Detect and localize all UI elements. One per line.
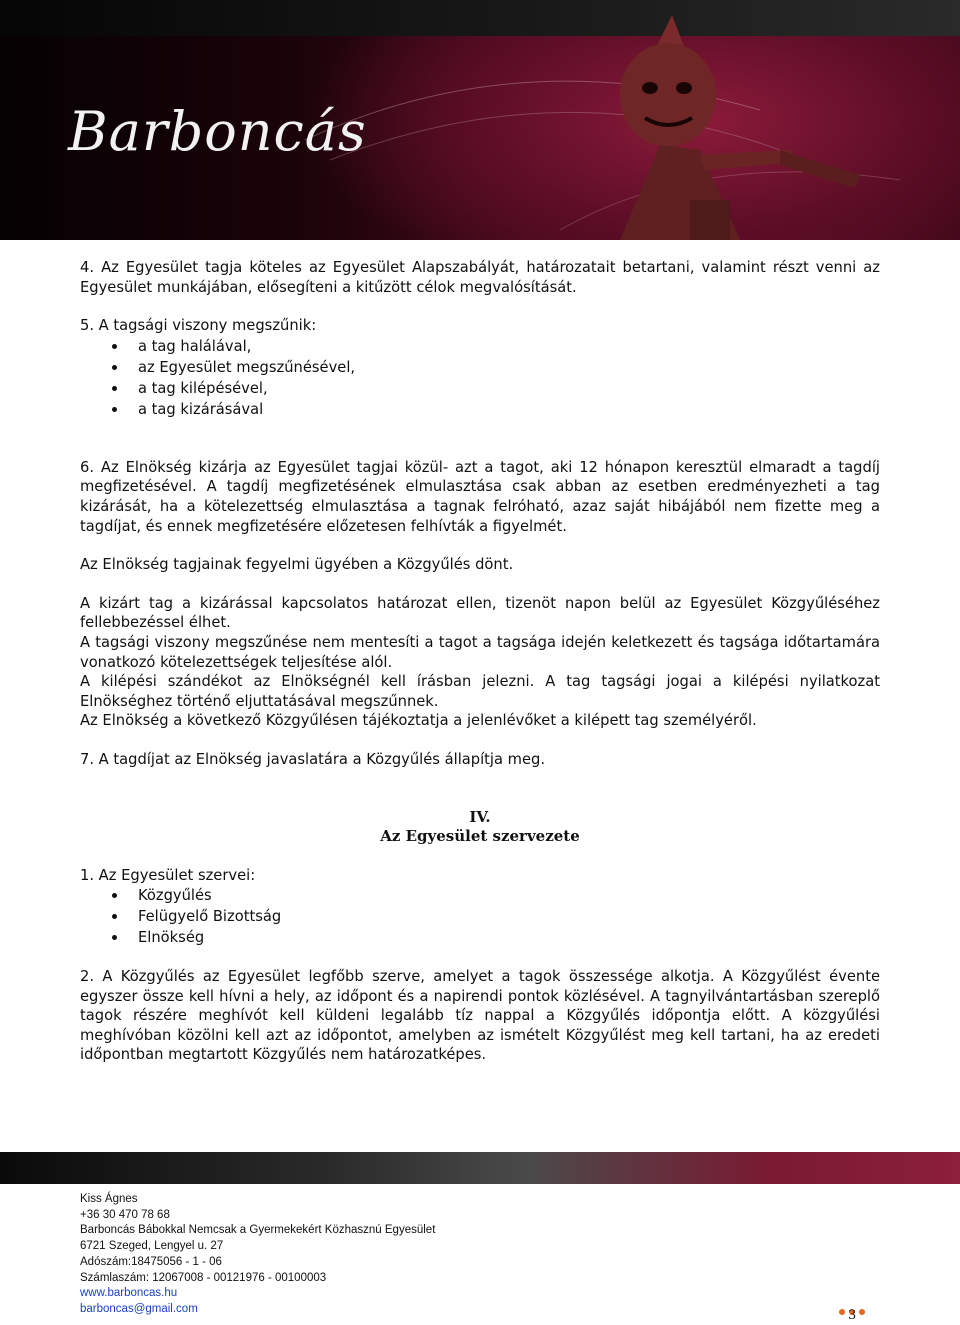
paragraph-4: 4. Az Egyesület tagja köteles az Egyesület Alapszabályát, határozatait betartani, valamint részt venni az Egyesület munkájában, elősegíteni a kitűzött célok megvalósítását.	[80, 259, 880, 296]
list-item: Felügyelő Bizottság	[80, 906, 880, 927]
list-item: a tag kizárásával	[80, 399, 880, 420]
paragraph-7: 7. A tagdíjat az Elnökség javaslatára a Közgyűlés állapítja meg.	[80, 750, 546, 768]
paragraph-exit: A kilépési szándékot az Elnökségnél kell írásban jelezni. A tag tagsági jogai a kilépési nyilatkozat Elnökséghez történő eljuttatásával megszűnnek.	[80, 673, 880, 710]
section-title: Az Egyesület szervezete	[380, 827, 580, 845]
contact-account: Számlaszám: 12067008 - 00121976 - 00100003	[80, 1271, 327, 1284]
email-link[interactable]: barboncas@gmail.com	[80, 1302, 198, 1315]
list-item: a tag halálával,	[80, 336, 880, 357]
section-number: IV.	[469, 807, 491, 826]
organs-intro: 1. Az Egyesület szervei:	[80, 866, 256, 884]
contact-phone: +36 30 470 78 68	[80, 1208, 170, 1221]
organs-list	[80, 885, 880, 948]
list-item: a tag kilépésével,	[80, 378, 880, 399]
contact-block	[80, 1192, 435, 1318]
list-item: az Egyesület megszűnésével,	[80, 357, 880, 378]
document-body	[80, 258, 880, 1065]
contact-name: Kiss Ágnes	[80, 1193, 138, 1205]
paragraph-appeal: A kizárt tag a kizárással kapcsolatos határozat ellen, tizenöt napon belül az Egyesület Közgyűléséhez fellebbezéssel élhet.	[80, 594, 880, 632]
list-item: Elnökség	[80, 927, 880, 948]
page-number: 3	[848, 1308, 857, 1323]
paragraph-discipline: Az Elnökség tagjainak fegyelmi ügyében a Közgyűlés dönt.	[80, 556, 514, 574]
footer-bar	[0, 1152, 960, 1184]
list-item: Közgyűlés	[80, 885, 880, 906]
header-banner	[0, 0, 960, 240]
paragraph-s2: 2. A Közgyűlés az Egyesület legfőbb szerve, amelyet a tagok összessége alkotja. A Közgyűlést évente egyszer össze kell hívni a hely, az időpont és a napirendi pontok közlésével. A tagnyilvántartásban szereplő tagok részére meghívót kell küldeni legalább tíz nappal a Közgyűlés időpontja előtt. A közgyűlési meghívóban közölni kell azt az időpontot, amelyben az ismételt Közgyűlést meg kell tartani, ha az eredeti időpontban megtartott Közgyűlés nem határozatképes.	[80, 968, 880, 1064]
paragraph-5-intro: 5. A tagsági viszony megszűnik:	[80, 317, 317, 335]
paragraph-6: 6. Az Elnökség kizárja az Egyesület tagjai közül- azt a tagot, aki 12 hónapon keresztül elmaradt a tagdíj megfizetésével. A tagdíj megfizetésének elmulasztása csak abban az esetben eredményezheti a tag kizárását, ha a kötelezettség elmulasztása a tagnak felróható, azaz saját hibájából nem fizette meg a tagdíjat, és ennek megfizetésére előzetesen felhívták a figyelmét.	[80, 458, 880, 535]
contact-tax: Adószám:18475056 - 1 - 06	[80, 1255, 222, 1268]
barboncas-logo: Barboncás	[68, 100, 367, 163]
website-link[interactable]: www.barboncas.hu	[80, 1287, 178, 1300]
paragraph-inform: Az Elnökség a következő Közgyűlésen tájékoztatja a jelenlévőket a kilépett tag személyéről.	[80, 712, 757, 730]
termination-list	[80, 336, 880, 420]
contact-org: Barboncás Bábokkal Nemcsak a Gyermekekért Közhasznú Egyesület	[80, 1224, 436, 1237]
contact-address: 6721 Szeged, Lengyel u. 27	[80, 1240, 224, 1253]
paragraph-obligation: A tagsági viszony megszűnése nem mentesíti a tagot a tagsága idején keletkezett és tagsága időtartamára vonatkozó kötelezettségek teljesítése alól.	[80, 633, 880, 671]
